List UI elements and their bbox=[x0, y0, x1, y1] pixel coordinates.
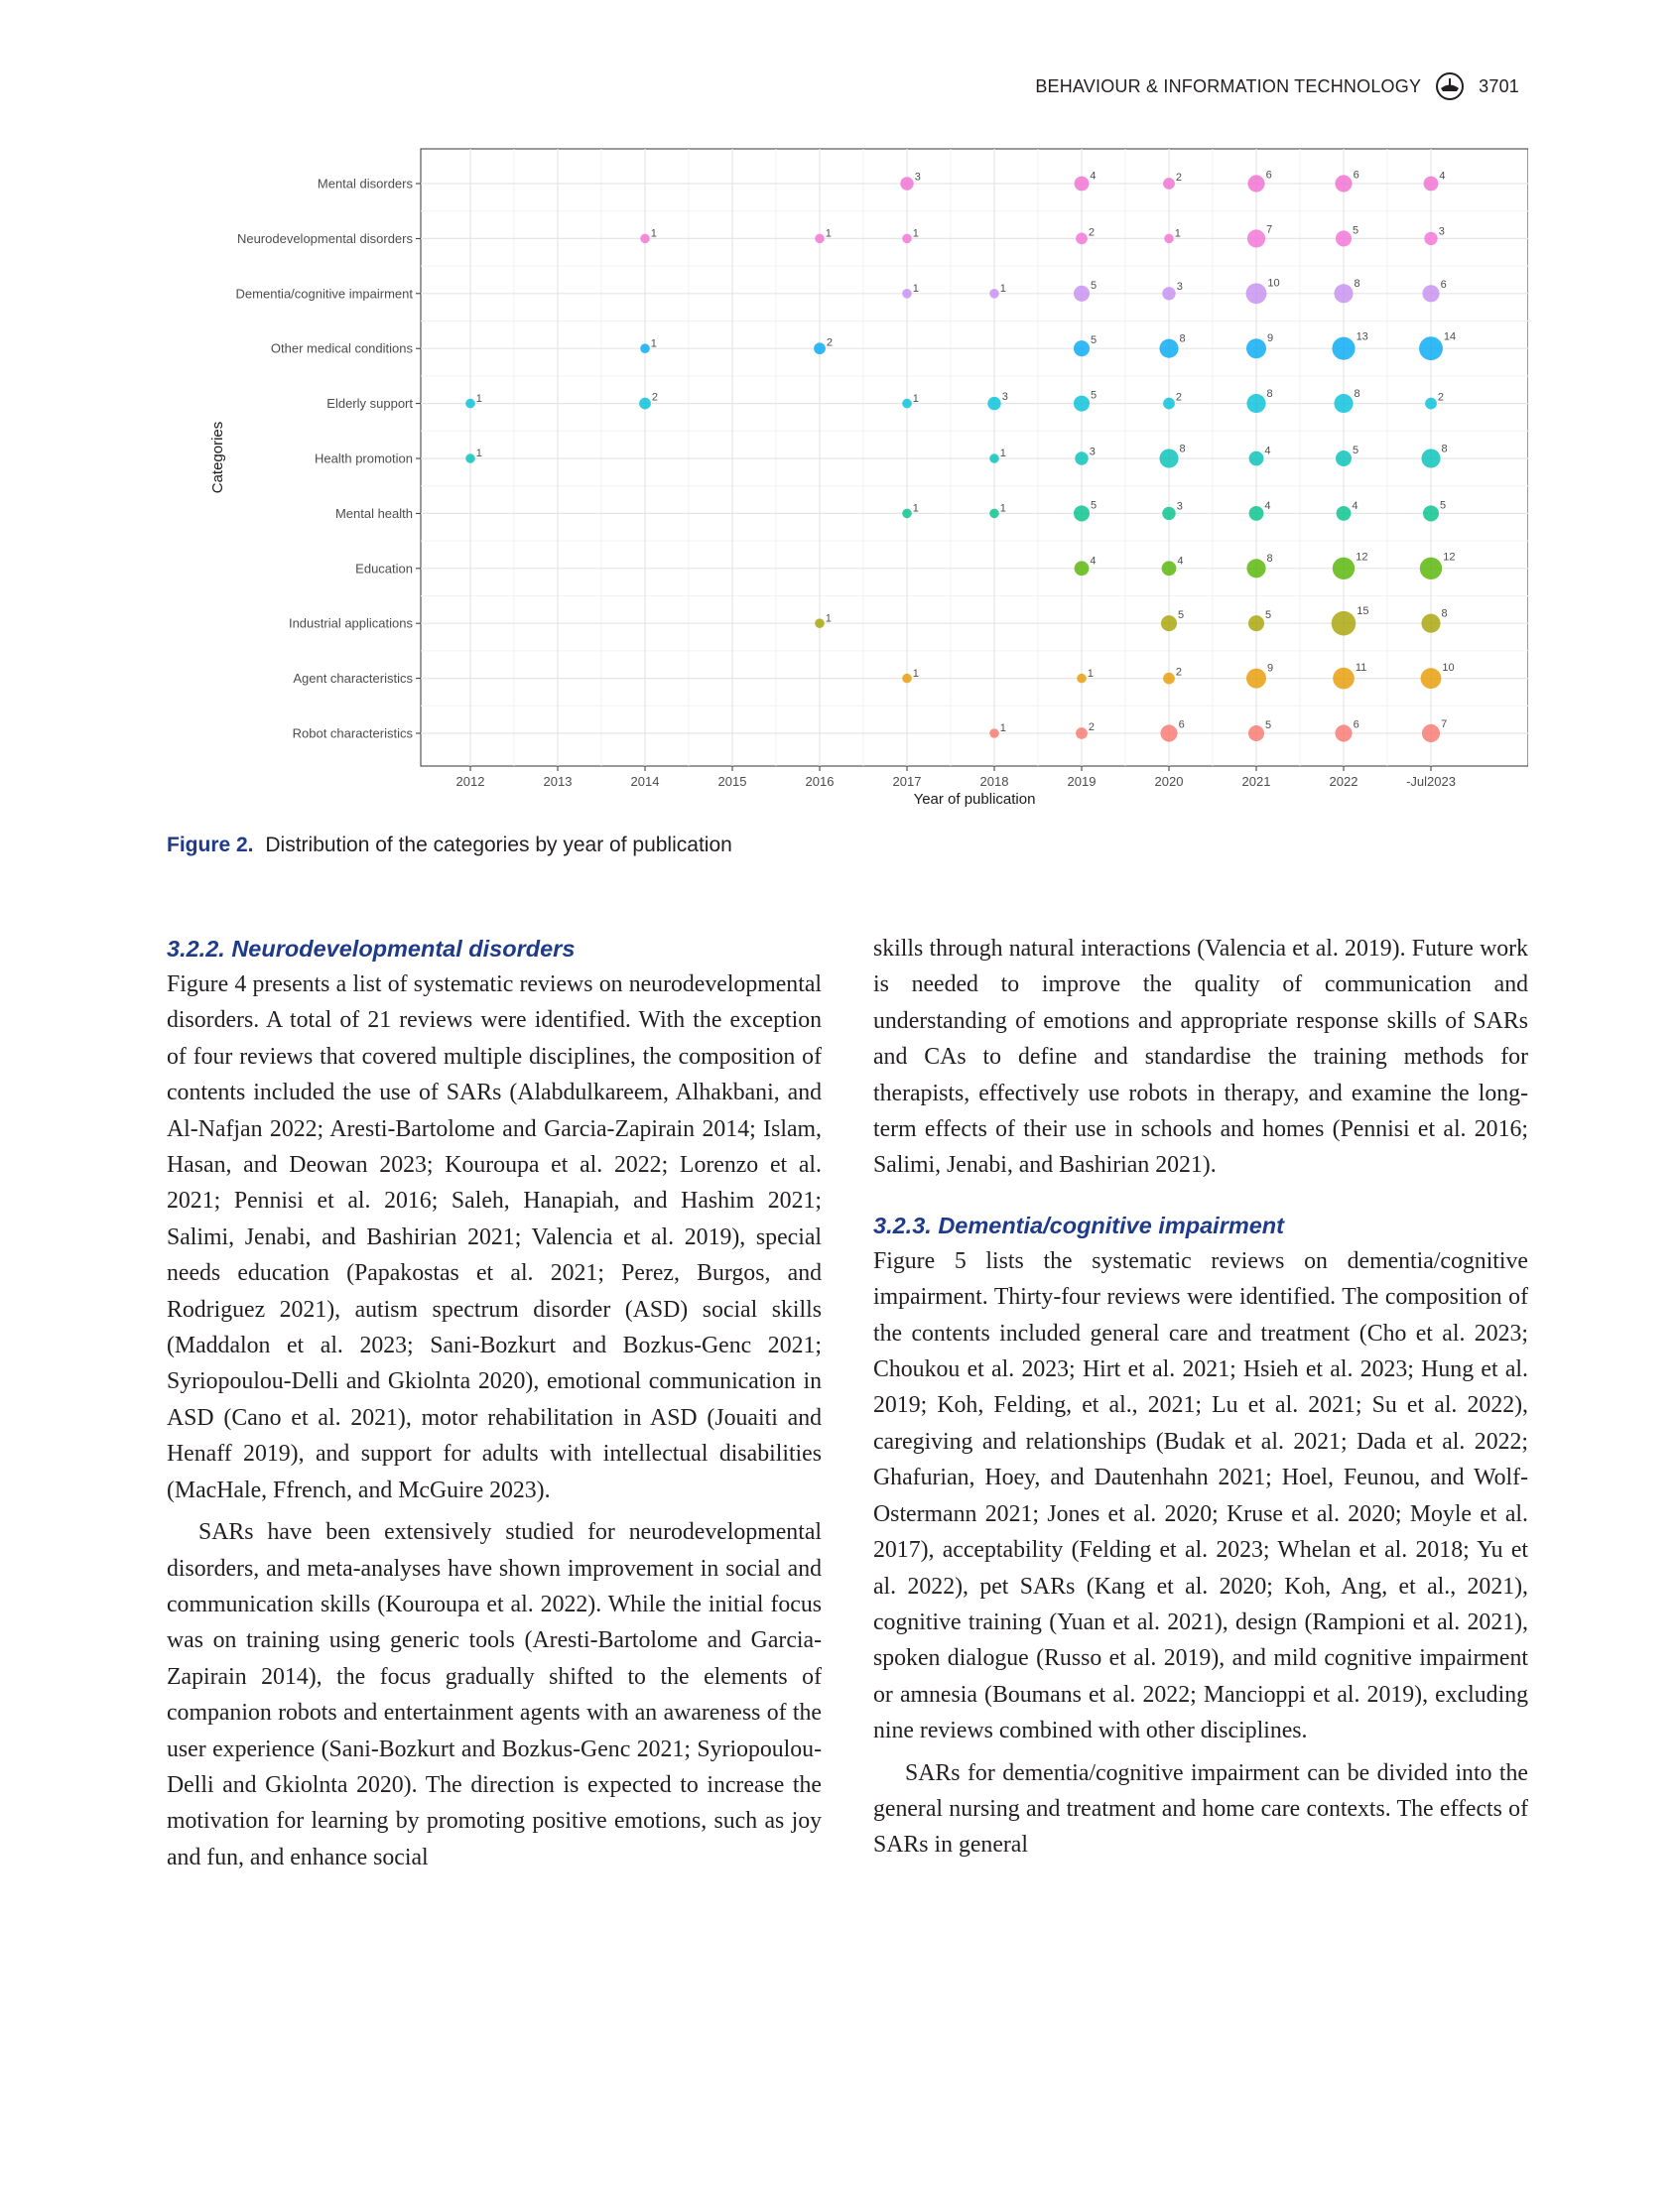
bubble-point bbox=[1336, 230, 1352, 246]
bubble-count-label: 3 bbox=[1438, 225, 1445, 238]
bubble-point bbox=[989, 453, 999, 463]
bubble-count-label: 1 bbox=[912, 392, 919, 405]
bubble-count-label: 4 bbox=[1264, 445, 1271, 457]
bubble-count-label: 6 bbox=[1440, 279, 1447, 292]
bubble-count-label: 1 bbox=[999, 722, 1006, 735]
bubble-point bbox=[1421, 614, 1440, 633]
bubble-point bbox=[1163, 178, 1175, 190]
bubble-count-label: 8 bbox=[1441, 607, 1448, 620]
bubble-point bbox=[900, 177, 913, 190]
bubble-count-label: 1 bbox=[825, 227, 832, 240]
bubble-count-label: 8 bbox=[1441, 443, 1448, 455]
bubble-count-label: 1 bbox=[650, 227, 657, 240]
bubble-point bbox=[465, 399, 475, 409]
bubble-count-label: 2 bbox=[1437, 391, 1445, 404]
bubble-count-label: 8 bbox=[1354, 388, 1360, 401]
bubble-point bbox=[1076, 727, 1088, 739]
bubble-count-label: 6 bbox=[1353, 718, 1359, 731]
bubble-count-label: 1 bbox=[999, 283, 1006, 295]
bubble-count-label: 2 bbox=[1175, 391, 1183, 404]
y-tick-label: Mental disorders bbox=[317, 176, 413, 192]
bubble-point bbox=[1425, 398, 1437, 410]
bubble-point bbox=[1248, 725, 1264, 741]
caption-label: Figure 2. bbox=[167, 834, 254, 856]
bubble-point bbox=[1159, 339, 1178, 358]
bubble-point bbox=[1419, 336, 1443, 360]
x-tick-label: 2022 bbox=[1329, 774, 1358, 789]
bubble-point bbox=[1335, 175, 1352, 192]
bubble-count-label: 5 bbox=[1440, 499, 1447, 512]
bubble-point bbox=[1421, 668, 1442, 689]
bubble-count-label: 1 bbox=[1087, 667, 1094, 680]
bubble-point bbox=[1335, 724, 1352, 741]
bubble-point bbox=[1334, 284, 1353, 303]
bubble-count-label: 4 bbox=[1090, 170, 1097, 183]
right-column bbox=[873, 931, 1528, 1864]
bubble-count-label: 1 bbox=[650, 337, 657, 350]
bubble-count-label: 4 bbox=[1090, 555, 1097, 568]
bubble-count-label: 8 bbox=[1179, 332, 1186, 345]
publisher-logo-icon bbox=[1435, 71, 1465, 101]
bubble-count-label: 10 bbox=[1267, 277, 1280, 290]
bubble-point bbox=[1246, 559, 1265, 578]
y-tick-label: Mental health bbox=[334, 505, 413, 521]
bubble-count-label: 9 bbox=[1267, 662, 1274, 675]
bubble-point bbox=[1333, 668, 1355, 690]
bubble-point bbox=[1074, 396, 1090, 412]
bubble-count-label: 5 bbox=[1091, 334, 1098, 347]
bubble-point bbox=[902, 234, 912, 244]
x-tick-label: 2019 bbox=[1067, 774, 1097, 789]
paragraph-neuro-3: skills through natural interactions (Valencia et al. 2019). Future work is needed to improve the quality of communication and understanding of emotions and appropriate response skills of SARs and CAs to define and standardise the training methods for therapists, effectively use robots in therapy, and examine the long-term effects of their use in schools and homes (Pennisi et al. 2016; Salimi, Jenabi, and Bashirian 2021). bbox=[873, 936, 1528, 1179]
y-tick-label: Dementia/cognitive impairment bbox=[235, 286, 413, 302]
x-tick-label: 2020 bbox=[1154, 774, 1184, 789]
bubble-point bbox=[1075, 177, 1090, 192]
bubble-point bbox=[1159, 449, 1178, 467]
y-axis-title: Categories bbox=[209, 421, 226, 494]
bubble-point bbox=[1246, 283, 1267, 304]
bubble-point bbox=[1160, 724, 1177, 741]
bubble-count-label: 2 bbox=[651, 391, 659, 404]
bubble-count-label: 5 bbox=[1265, 718, 1272, 731]
bubble-count-label: 1 bbox=[825, 612, 832, 625]
bubble-point bbox=[639, 398, 651, 410]
bubble-count-label: 3 bbox=[1176, 500, 1183, 513]
bubble-point bbox=[1424, 177, 1439, 192]
bubble-count-label: 4 bbox=[1439, 170, 1446, 183]
bubble-count-label: 5 bbox=[1091, 279, 1098, 292]
bubble-point bbox=[987, 397, 1000, 410]
bubble-point bbox=[1075, 451, 1088, 464]
bubble-count-label: 5 bbox=[1178, 609, 1185, 622]
bubble-point bbox=[1163, 398, 1175, 410]
bubble-point bbox=[1334, 394, 1353, 413]
bubble-count-label: 1 bbox=[912, 502, 919, 515]
bubble-count-label: 2 bbox=[1175, 666, 1183, 679]
running-head bbox=[1035, 71, 1519, 101]
y-tick-label: Health promotion bbox=[315, 450, 413, 466]
y-tick-label: Neurodevelopmental disorders bbox=[236, 230, 413, 246]
bubble-count-label: 2 bbox=[1088, 721, 1096, 734]
bubble-count-label: 12 bbox=[1356, 551, 1368, 564]
bubble-count-label: 5 bbox=[1091, 499, 1098, 512]
left-column bbox=[167, 931, 822, 1875]
section-heading-dementia: 3.2.3. Dementia/cognitive impairment bbox=[873, 1212, 1284, 1238]
page-number: 3701 bbox=[1479, 75, 1519, 96]
bubble-count-label: 1 bbox=[912, 227, 919, 240]
bubble-point bbox=[1246, 338, 1266, 358]
bubble-point bbox=[1247, 229, 1265, 247]
bubble-count-label: 12 bbox=[1443, 551, 1456, 564]
bubble-point bbox=[465, 453, 475, 463]
bubble-point bbox=[1422, 285, 1439, 302]
bubble-count-label: 7 bbox=[1441, 717, 1448, 730]
y-tick-label: Other medical conditions bbox=[270, 340, 413, 356]
bubble-point bbox=[1077, 674, 1087, 684]
bubble-count-label: 3 bbox=[1001, 390, 1008, 403]
bubble-point bbox=[640, 343, 650, 353]
bubble-count-label: 8 bbox=[1179, 443, 1186, 455]
bubble-point bbox=[902, 289, 912, 299]
x-tick-label: 2016 bbox=[805, 774, 835, 789]
bubble-point bbox=[814, 342, 826, 354]
bubble-point bbox=[1075, 561, 1090, 576]
bubble-count-label: 5 bbox=[1265, 609, 1272, 622]
bubble-count-label: 6 bbox=[1265, 169, 1272, 182]
bubble-point bbox=[1074, 340, 1090, 356]
bubble-count-label: 2 bbox=[826, 336, 834, 349]
bubble-point bbox=[1333, 558, 1355, 579]
bubble-point bbox=[1420, 558, 1442, 579]
bubble-point bbox=[1248, 615, 1264, 631]
bubble-count-label: 1 bbox=[912, 283, 919, 295]
bubble-count-label: 1 bbox=[912, 667, 919, 680]
bubble-point bbox=[1337, 506, 1352, 521]
bubble-count-label: 5 bbox=[1091, 389, 1098, 402]
bubble-count-label: 1 bbox=[1174, 227, 1181, 240]
paragraph-neuro-1: Figure 4 presents a list of systematic reviews on neurodevelopmental disorders. A total of 21 reviews were identified. With the exception of four reviews that covered multiple disciplines, the composition of contents included the use of SARs (Alabdulkareem, Alhakbani, and Al-Nafjan 2022; Aresti-Bartolome and Garcia-Zapirain 2014; Islam, Hasan, and Deowan 2023; Kouroupa et al. 2022; Lorenzo et al. 2021; Pennisi et al. 2016; Saleh, Hanapiah, and Hashim 2021; Salimi, Jenabi, and Bashirian 2021; Valencia et al. 2019), special needs education (Papakostas et al. 2021; Perez, Burgos, and Rodriguez 2021), autism spectrum disorder (ASD) social skills (Maddalon et al. 2023; Sani-Bozkurt and Bozkus-Genc 2021; Syriopoulou-Delli and Gkiolnta 2020), emotional communication in ASD (Cano et al. 2021), motor rehabilitation in ASD (Jouaiti and Henaff 2019), and support for adults with intellectual disabilities (MacHale, Ffrench, and McGuire 2023). bbox=[167, 971, 822, 1503]
bubble-count-label: 1 bbox=[999, 502, 1006, 515]
bubble-point bbox=[989, 728, 999, 738]
bubble-point bbox=[1423, 505, 1439, 521]
bubble-point bbox=[1247, 175, 1264, 192]
bubble-point bbox=[1161, 615, 1177, 631]
bubble-point bbox=[1332, 337, 1355, 360]
bubble-count-label: 1 bbox=[475, 448, 482, 460]
y-tick-label: Education bbox=[355, 561, 413, 577]
bubble-point bbox=[1163, 673, 1175, 685]
bubble-count-label: 3 bbox=[914, 171, 921, 184]
figure-2 bbox=[208, 139, 1528, 814]
x-tick-label: -Jul2023 bbox=[1406, 774, 1456, 789]
x-tick-label: 2012 bbox=[455, 774, 485, 789]
bubble-count-label: 7 bbox=[1266, 223, 1273, 236]
bubble-chart bbox=[208, 139, 1528, 814]
bubble-point bbox=[1162, 561, 1177, 576]
x-tick-label: 2018 bbox=[979, 774, 1009, 789]
x-axis-title: Year of publication bbox=[913, 791, 1036, 808]
bubble-point bbox=[640, 234, 650, 244]
bubble-count-label: 2 bbox=[1088, 226, 1096, 239]
bubble-count-label: 5 bbox=[1353, 224, 1359, 237]
bubble-point bbox=[1422, 724, 1440, 742]
bubble-point bbox=[1246, 669, 1266, 689]
bubble-count-label: 8 bbox=[1354, 278, 1360, 291]
bubble-count-label: 1 bbox=[999, 448, 1006, 460]
y-tick-label: Robot characteristics bbox=[292, 725, 413, 741]
bubble-count-label: 14 bbox=[1443, 330, 1457, 343]
x-tick-label: 2015 bbox=[717, 774, 747, 789]
bubble-count-label: 10 bbox=[1442, 662, 1455, 675]
paragraph-neuro-2: SARs have been extensively studied for neurodevelopmental disorders, and meta-analyses have shown improvement in social and communication skills (Kouroupa et al. 2022). While the initial focus was on training using generic tools (Aresti-Bartolome and Garcia-Zapirain 2014), the focus gradually shifted to the elements of companion robots and entertainment agents with an awareness of the user experience (Sani-Bozkurt and Bozkus-Genc 2021; Syriopoulou-Delli and Gkiolnta 2020). The direction is expected to increase the motivation for learning by promoting positive emotions, such as joy and fun, and enhance social bbox=[167, 1519, 822, 1870]
bubble-count-label: 1 bbox=[475, 392, 482, 405]
x-tick-label: 2021 bbox=[1241, 774, 1271, 789]
bubble-count-label: 3 bbox=[1176, 281, 1183, 294]
bubble-count-label: 4 bbox=[1177, 555, 1184, 568]
y-tick-label: Agent characteristics bbox=[293, 671, 413, 687]
bubble-point bbox=[815, 618, 825, 628]
bubble-point bbox=[1249, 506, 1264, 521]
section-heading-neurodevelopmental: 3.2.2. Neurodevelopmental disorders bbox=[167, 936, 576, 962]
caption-text: Distribution of the categories by year of publication bbox=[265, 834, 732, 856]
paragraph-dementia-1: Figure 5 lists the systematic reviews on dementia/cognitive impairment. Thirty-four reviews were identified. The composition of the contents included general care and treatment (Cho et al. 2023; Choukou et al. 2023; Hirt et al. 2021; Hsieh et al. 2023; Hung et al. 2019; Koh, Felding, et al., 2021; Lu et al. 2021; Su et al. 2022), caregiving and relationships (Budak et al. 2021; Dada et al. 2022; Ghafurian, Hoey, and Dautenhahn 2021; Hoel, Feunou, and Wolf-Ostermann 2021; Jones et al. 2020; Kruse et al. 2020; Moyle et al. 2017), acceptability (Felding et al. 2023; Whelan et al. 2018; Yu et al. 2022), pet SARs (Kang et al. 2020; Koh, Ang, et al., 2021), cognitive training (Yuan et al. 2021), design (Rampioni et al. 2021), spoken dialogue (Russo et al. 2019), and mild cognitive impairment or amnesia (Boumans et al. 2022; Mancioppi et al. 2019), excluding nine reviews combined with other disciplines. bbox=[873, 1247, 1528, 1744]
bubble-count-label: 4 bbox=[1264, 500, 1271, 512]
bubble-point bbox=[1424, 232, 1437, 245]
bubble-count-label: 6 bbox=[1178, 718, 1185, 731]
figure-caption bbox=[167, 834, 732, 857]
bubble-count-label: 4 bbox=[1352, 500, 1358, 512]
journal-title: BEHAVIOUR & INFORMATION TECHNOLOGY bbox=[1035, 75, 1422, 96]
paragraph-dementia-2: SARs for dementia/cognitive impairment can be divided into the general nursing and treatment and home care contexts. The effects of SARs in general bbox=[873, 1759, 1528, 1859]
bubble-count-label: 5 bbox=[1353, 444, 1359, 456]
bubble-point bbox=[1249, 451, 1264, 466]
bubble-count-label: 8 bbox=[1266, 553, 1273, 566]
bubble-count-label: 2 bbox=[1175, 172, 1183, 185]
bubble-count-label: 6 bbox=[1353, 169, 1359, 182]
bubble-point bbox=[902, 509, 912, 519]
x-tick-label: 2017 bbox=[892, 774, 922, 789]
y-tick-label: Industrial applications bbox=[288, 615, 413, 631]
bubble-point bbox=[1074, 286, 1090, 302]
bubble-point bbox=[1332, 611, 1357, 636]
bubble-count-label: 9 bbox=[1267, 332, 1274, 345]
bubble-point bbox=[1074, 505, 1090, 521]
bubble-point bbox=[902, 399, 912, 409]
bubble-point bbox=[1421, 449, 1440, 467]
bubble-point bbox=[1162, 287, 1175, 300]
bubble-point bbox=[1336, 450, 1352, 466]
bubble-point bbox=[1164, 234, 1174, 244]
bubble-point bbox=[1246, 394, 1265, 413]
bubble-count-label: 15 bbox=[1357, 604, 1369, 617]
bubble-point bbox=[815, 234, 825, 244]
bubble-point bbox=[1076, 233, 1088, 245]
bubble-count-label: 8 bbox=[1266, 388, 1273, 401]
bubble-point bbox=[989, 289, 999, 299]
bubble-count-label: 11 bbox=[1355, 661, 1367, 674]
bubble-point bbox=[1162, 507, 1175, 520]
bubble-point bbox=[989, 509, 999, 519]
y-tick-label: Elderly support bbox=[326, 396, 413, 412]
x-tick-label: 2014 bbox=[630, 774, 660, 789]
x-tick-label: 2013 bbox=[543, 774, 573, 789]
bubble-count-label: 13 bbox=[1356, 330, 1368, 343]
bubble-point bbox=[902, 674, 912, 684]
bubble-count-label: 3 bbox=[1089, 446, 1096, 458]
